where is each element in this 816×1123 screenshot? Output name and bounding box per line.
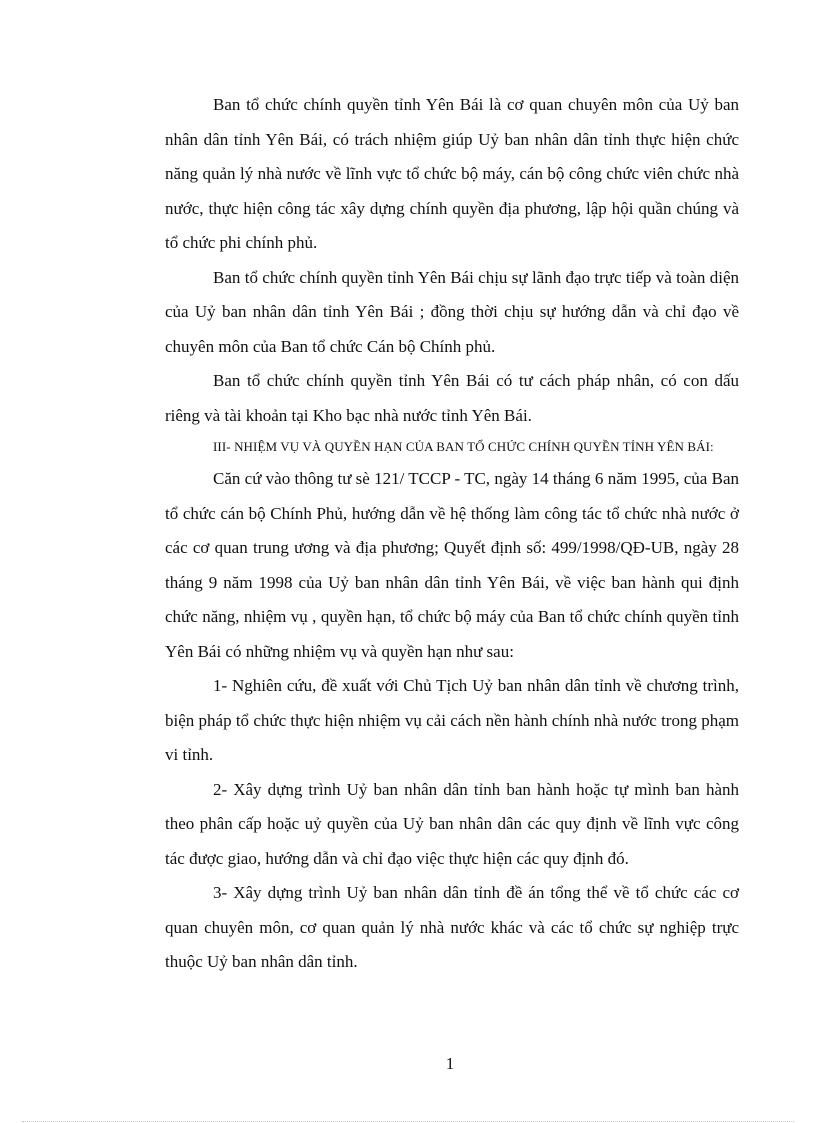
paragraph-leadership: Ban tổ chức chính quyền tỉnh Yên Bái chịu sự lãnh đạo trực tiếp và toàn diện của Uỷ ban nhân dân tỉnh Yên Bái ; đồng thời chịu sự hướng dẫn và chỉ đạo về chuyên môn của Ban tổ chức Cán bộ Chính phủ. [165, 267, 739, 356]
list-item-2: 2- Xây dựng trình Uỷ ban nhân dân tỉnh ban hành hoặc tự mình ban hành theo phân cấp hoặc uỷ quyền của Uỷ ban nhân dân các quy định về lĩnh vực công tác được giao, hướng dẫn và chỉ đạo việc thực hiện các quy định đó. [165, 779, 739, 868]
list-item-3: 3- Xây dựng trình Uỷ ban nhân dân tỉnh đề án tổng thể về tổ chức các cơ quan chuyên môn, cơ quan quản lý nhà nước khác và các tổ chức sự nghiệp trực thuộc Uỷ ban nhân dân tỉnh. [165, 883, 739, 971]
section-heading: III- NHIỆM VỤ VÀ QUYỀN HẠN CỦA BAN TỔ CHỨC CHÍNH QUYỀN TỈNH YÊN BÁI: [213, 439, 714, 454]
page-body [165, 88, 739, 980]
paragraph-basis: Căn cứ vào thông tư sè 121/ TCCP - TC, ngày 14 tháng 6 năm 1995, của Ban tổ chức cán bộ Chính Phủ, hướng dẫn về hệ thống làm công tác tổ chức nhà nước ở các cơ quan trung ương và địa phương; Quyết định số: 499/1998/QĐ-UB, ngày 28 tháng 9 năm 1998 của Uỷ ban nhân dân tỉnh Yên Bái, về việc ban hành qui định chức năng, nhiệm vụ , quyền hạn, tổ chức bộ máy của Ban tổ chức chính quyền tỉnh Yên Bái có những nhiệm vụ và quyền hạn như sau: [165, 469, 739, 661]
paragraph-role: Ban tổ chức chính quyền tỉnh Yên Bái là cơ quan chuyên môn của Uỷ ban nhân dân tỉnh Yên Bái, có trách nhiệm giúp Uỷ ban nhân dân tỉnh thực hiện chức năng quản lý nhà nước về lĩnh vực tổ chức bộ máy, cán bộ công chức viên chức nhà nước, thực hiện công tác xây dựng chính quyền địa phương, lập hội quần chúng và tổ chức phi chính phủ. [165, 95, 739, 252]
page-bottom-divider [22, 1121, 794, 1122]
page-number: 1 [445, 1054, 455, 1073]
list-item-1: 1- Nghiên cứu, đề xuất với Chủ Tịch Uỷ ban nhân dân tỉnh về chương trình, biện pháp tổ chức thực hiện nhiệm vụ cải cách nền hành chính nhà nước trong phạm vi tỉnh. [165, 676, 739, 764]
paragraph-legal-status: Ban tổ chức chính quyền tỉnh Yên Bái có tư cách pháp nhân, có con dấu riêng và tài khoản tại Kho bạc nhà nước tỉnh Yên Bái. [165, 371, 739, 425]
